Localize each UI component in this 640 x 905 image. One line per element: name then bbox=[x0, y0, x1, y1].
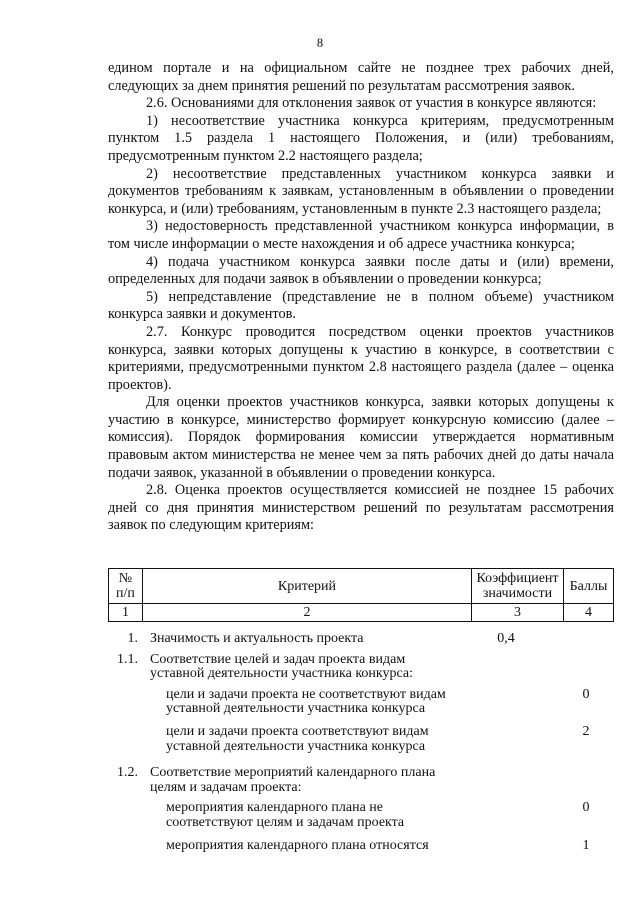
paragraph: 2.8. Оценка проектов осуществляется комиссией не позднее 15 рабочих дней со дня принятия министерством решений по результатам рассмотрения заявок по следующим критериям: bbox=[108, 482, 614, 534]
criterion-number: 1.2. bbox=[117, 765, 138, 781]
table-header-row bbox=[109, 569, 614, 604]
index-cell: 2 bbox=[142, 604, 471, 622]
index-cell: 1 bbox=[109, 604, 143, 622]
paragraph: 4) подача участником конкурса заявки после даты и (или) времени, определенных для подачи заявок в объявлении о проведении конкурса; bbox=[108, 253, 614, 288]
column-header-score: Баллы bbox=[563, 569, 613, 604]
criterion-score: 2 bbox=[582, 723, 590, 739]
criterion-score: 0 bbox=[582, 800, 590, 816]
paragraph: 2) несоответствие представленных участником конкурса заявки и документов требованиям к заявкам, установленным в объявлении о проведении конкурса, и (или) требованиям, установленным в пункте 2.3 настоящего раздела; bbox=[108, 165, 614, 217]
criterion-row bbox=[108, 725, 614, 754]
paragraph: 2.6. Основаниями для отклонения заявок от участия в конкурсе являются: bbox=[146, 95, 597, 112]
criterion-row bbox=[108, 801, 614, 830]
paragraph: 2.7. Конкурс проводится посредством оценки проектов участников конкурса, заявки которых допущены к участию в конкурсе, в соответствии с критериями, предусмотренными пунктом 2.8 настоящего раздела (далее – оценка проектов). bbox=[108, 323, 614, 393]
criterion-number: 1. bbox=[127, 631, 138, 646]
paragraph: 1) несоответствие участника конкурса критериям, предусмотренным пунктом 1.5 раздела 1 настоящего Положения, и (или) требованиям, предусмотренным пунктом 2.2 настоящего раздела; bbox=[108, 112, 614, 164]
paragraph: едином портале и на официальном сайте не позднее трех рабочих дней, следующих за днем принятия решений по результатам рассмотрения заявок. bbox=[108, 60, 614, 94]
paragraph: 3) недостоверность представленной участником конкурса информации, в том числе информации о месте нахождения и об адресе участника конкурса; bbox=[108, 218, 614, 252]
column-header-coefficient: Коэффициент значимости bbox=[472, 569, 564, 604]
criterion-text: Соответствие мероприятий календарного плана целям и задачам проекта: bbox=[150, 765, 436, 795]
index-cell: 3 bbox=[472, 604, 564, 622]
paragraph: 5) непредставление (представление не в полном объеме) участником конкурса заявки и документов. bbox=[108, 288, 614, 323]
criterion-row bbox=[108, 653, 614, 682]
criterion-number: 1.1. bbox=[117, 651, 138, 667]
criterion-row bbox=[108, 839, 614, 854]
body-text bbox=[108, 60, 614, 535]
table-index-row bbox=[109, 604, 614, 622]
criteria-table-header bbox=[108, 568, 614, 622]
index-cell: 4 bbox=[563, 604, 613, 622]
criteria-list bbox=[108, 632, 614, 853]
criterion-text: цели и задачи проекта не соответствуют видам уставной деятельности участника конкурса bbox=[166, 686, 446, 717]
criterion-row bbox=[108, 688, 614, 717]
criterion-text: мероприятия календарного плана не соответствуют целям и задачам проекта bbox=[166, 800, 405, 830]
criterion-score: 0 bbox=[582, 686, 590, 702]
paragraph: Для оценки проектов участников конкурса, заявки которых допущены к участию в конкурсе, министерство формирует конкурсную комиссию (далее – комиссия). Порядок формирования комиссии утверждается нормативным правовым актом министерства не менее чем за пять рабочих дней до даты начала подачи заявок, указанной в объявлении о проведении конкурса. bbox=[108, 394, 614, 481]
criterion-text: цели и задачи проекта соответствуют видам уставной деятельности участника конкурса bbox=[166, 723, 429, 754]
criterion-score: 1 bbox=[582, 837, 590, 853]
page-number: 8 bbox=[316, 36, 324, 50]
criterion-row bbox=[108, 766, 614, 795]
criterion-row bbox=[108, 632, 614, 647]
criterion-text: Значимость и актуальность проекта bbox=[150, 631, 364, 646]
criterion-text: мероприятия календарного плана относятся bbox=[166, 837, 429, 853]
criterion-coefficient: 0,4 bbox=[497, 631, 515, 646]
criterion-text: Соответствие целей и задач проекта видам уставной деятельности участника конкурса: bbox=[150, 651, 414, 682]
column-header-criterion: Критерий bbox=[142, 569, 471, 604]
column-header-number: № п/п bbox=[109, 569, 143, 604]
